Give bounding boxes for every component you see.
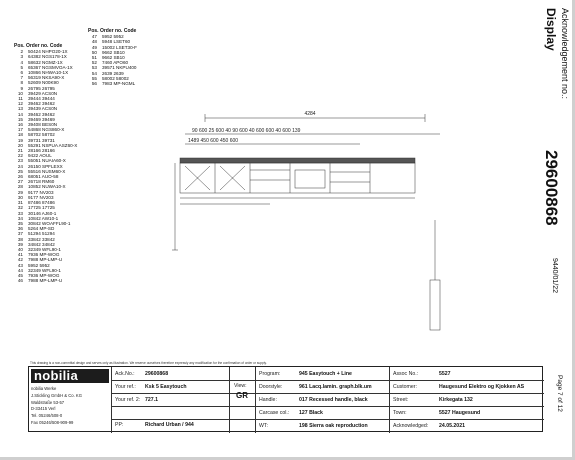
dimension-lower: 1489 450 600 450 600 xyxy=(188,138,239,144)
address-line: nobilia Werke xyxy=(31,386,57,391)
company-address xyxy=(31,386,82,427)
position-code: 55051 NUAIA60-X xyxy=(28,158,66,164)
position-number: 51 xyxy=(91,55,97,61)
position-number: 49 xyxy=(91,44,97,50)
position-code: 34842 34842 xyxy=(28,241,55,247)
position-code: 68051 AUO-58 xyxy=(28,174,59,180)
position-list-right xyxy=(88,29,137,86)
position-number: 37 xyxy=(17,231,23,237)
position-number: 44 xyxy=(17,267,23,273)
position-number: 16 xyxy=(17,122,23,128)
position-number: 42 xyxy=(17,257,23,263)
position-number: 12 xyxy=(17,101,23,107)
position-number: 34 xyxy=(17,215,23,221)
position-number: 5 xyxy=(20,64,23,70)
position-number: 4 xyxy=(20,59,23,65)
carcase-value: 127 Black xyxy=(299,410,323,416)
position-row xyxy=(14,278,77,283)
position-number: 30 xyxy=(17,194,23,200)
position-number: 18 xyxy=(17,132,23,138)
position-code: 58632 NGMZ-1X xyxy=(28,59,63,65)
street-value: Kirkegata 132 xyxy=(439,397,473,403)
position-number: 43 xyxy=(17,262,23,268)
position-number: 2 xyxy=(20,49,23,55)
position-code: 9177 NV203 xyxy=(28,194,54,200)
pp-label: PP: xyxy=(115,422,124,428)
overall-dimension: 4284 xyxy=(304,111,316,117)
position-code: 58002 58002 xyxy=(102,75,129,81)
position-number: 40 xyxy=(17,246,23,252)
position-number: 17 xyxy=(17,127,23,133)
kitchen-elevation-drawing xyxy=(160,100,460,350)
position-number: 25 xyxy=(17,168,23,174)
ack-no-value: 29600868 xyxy=(145,371,169,377)
position-number: 48 xyxy=(91,39,97,45)
position-code: 9662 SB10 xyxy=(102,49,125,55)
title-block xyxy=(28,366,543,432)
assoc-value: 5527 xyxy=(439,371,451,377)
position-list-items xyxy=(88,34,137,86)
position-code: 10866 NHWA10-1X xyxy=(28,70,69,76)
position-number: 23 xyxy=(17,158,23,164)
position-number: 7 xyxy=(20,75,23,81)
your-ref-value: Ksk 5 Easytouch xyxy=(145,384,187,390)
position-code: 39439 ACS0N xyxy=(28,106,58,112)
address-line: D-33415 Verl xyxy=(31,406,56,412)
position-number: 33 xyxy=(17,210,23,216)
position-number: 26 xyxy=(17,174,23,180)
position-code: 52609 N00K90 xyxy=(28,80,59,86)
position-number: 53 xyxy=(91,65,97,71)
position-number: 31 xyxy=(17,200,23,206)
position-list-header: Pos. Order no. Code xyxy=(88,28,137,34)
position-number: 14 xyxy=(17,111,23,117)
acknowledged-label: Acknowledged: xyxy=(393,423,429,429)
position-number: 54 xyxy=(91,70,97,76)
dimension-segments: 90 600 25 600 40 90 600 40 600 600 40 600 139 xyxy=(192,128,301,134)
address-line: Tel. 05246/508-0 xyxy=(31,413,63,419)
position-code: 65367 NGSMVOA-1X xyxy=(28,64,73,70)
pp-value: Richard Urban / 944 xyxy=(145,422,194,428)
position-number: 27 xyxy=(17,179,23,185)
position-list-left xyxy=(14,44,77,283)
position-code: 17725 17725 xyxy=(28,205,55,211)
your-ref-label: Your ref.: xyxy=(115,384,136,390)
position-code: 39462 39462 xyxy=(28,111,55,117)
position-code: 9662 SB10 xyxy=(102,55,125,61)
position-number: 13 xyxy=(17,106,23,112)
customer-value: Haugesund Elektro og Kjokken AS xyxy=(439,384,525,390)
position-number: 56 xyxy=(91,81,97,87)
position-number: 55 xyxy=(91,75,97,81)
position-code: 7460 APO60 xyxy=(102,60,129,66)
position-number: 3 xyxy=(20,54,23,60)
town-value: 5527 Haugesund xyxy=(439,410,481,416)
position-number: 50 xyxy=(91,49,97,55)
program-label: Program: xyxy=(259,371,281,377)
handle-value: 017 Recessed handle, black xyxy=(299,397,368,403)
position-code: 10852 NUWA10-X xyxy=(28,184,66,190)
position-number: 10 xyxy=(17,90,23,96)
position-number: 21 xyxy=(17,148,23,154)
position-code: 39444 39444 xyxy=(28,96,55,102)
position-code: 87486 87486 xyxy=(28,200,55,206)
position-code: 5952 5952 xyxy=(28,262,50,268)
position-code: 55516 NUSM60-X xyxy=(28,168,66,174)
street-label: Street: xyxy=(393,397,409,403)
position-number: 24 xyxy=(17,163,23,169)
customer-label: Customer: xyxy=(393,384,417,390)
position-code: 28166 28166 xyxy=(28,148,55,154)
position-row xyxy=(88,81,137,86)
position-number: 36 xyxy=(17,226,23,232)
position-code: 7936 MP-WOG xyxy=(28,272,60,278)
position-number: 8 xyxy=(20,80,23,86)
position-code: 58702 58702 xyxy=(28,132,55,138)
address-line: J.Stickling GmbH & Co. KG xyxy=(31,392,82,398)
position-code: 39408 BES0N xyxy=(28,122,58,128)
position-list-items xyxy=(14,49,77,283)
position-number: 41 xyxy=(17,252,23,258)
position-code: 7936 MP-WOG xyxy=(28,252,60,258)
position-number: 9 xyxy=(20,85,23,91)
position-number: 11 xyxy=(18,96,23,102)
position-number: 32 xyxy=(17,205,23,211)
position-code: 54868 NGS860-X xyxy=(28,127,65,133)
position-code: 7983 MP-NGML xyxy=(102,81,136,87)
position-number: 6 xyxy=(20,70,23,76)
position-code: 5264 MP-SD xyxy=(28,226,55,232)
position-code: 30842 WOAFFL90-1 xyxy=(28,220,71,226)
position-list-header: Pos. Order no. Code xyxy=(14,43,63,49)
position-number: 22 xyxy=(17,153,23,159)
position-code: 50424 NHPO20-1X xyxy=(28,49,68,55)
position-code: 9422 AOUL xyxy=(28,153,52,159)
position-code: 15002 LSET30-F xyxy=(102,44,137,50)
address-line: Waldstraße 53-57 xyxy=(31,399,65,405)
position-code: 26150 SPFLEXX xyxy=(28,163,63,169)
page-number: Page 7 of 12 xyxy=(556,375,563,412)
wt-label: WT: xyxy=(259,423,268,429)
position-code: 26795 26795 xyxy=(28,85,55,91)
position-number: 29 xyxy=(17,189,23,195)
doorstyle-value: 961 Lacq.lamin. graph.blk.um xyxy=(299,384,372,390)
position-code: 5948 LSET60 xyxy=(102,39,131,45)
position-code: 39469 39469 xyxy=(28,116,55,122)
your-ref2-value: 727.1 xyxy=(145,397,158,403)
position-code: 7988 MP-LMP-U xyxy=(28,257,63,263)
position-number: 15 xyxy=(17,116,23,122)
position-code: 32349 WFL90-1 xyxy=(28,246,61,252)
position-code: 26718 RM60 xyxy=(28,179,55,185)
your-ref2-label: Your ref. 2: xyxy=(115,397,141,403)
program-value: 945 Easytouch + Line xyxy=(299,371,352,377)
position-code: 32349 WFL90-1 xyxy=(28,267,61,273)
position-code: 55291 NSPUA ASZ60-X xyxy=(28,142,78,148)
address-line: Fax 05246/508-909-99 xyxy=(31,419,74,425)
position-number: 52 xyxy=(91,60,97,66)
position-code: 2639 2639 xyxy=(102,70,124,76)
position-number: 38 xyxy=(17,236,23,242)
position-number: 39 xyxy=(17,241,23,247)
position-code: 39429 ACS0N xyxy=(28,90,58,96)
position-number: 35 xyxy=(17,220,23,226)
disclaimer-note: This drawing is a non-committal design and serves only as illustration. We reserve ourselves therefore expressly any modification for the confirmation of order or supply. xyxy=(30,361,267,365)
position-code: 56319 NKSA90-X xyxy=(28,75,65,81)
assoc-label: Assoc No.: xyxy=(393,371,419,377)
position-number: 28 xyxy=(17,184,23,190)
position-code: 5952 5952 xyxy=(102,34,124,40)
position-number: 46 xyxy=(17,278,23,284)
doorstyle-label: Doorstyle: xyxy=(259,384,283,390)
order-number: 29600868 xyxy=(542,150,561,226)
position-code: 10842 AW10-1 xyxy=(28,215,59,221)
position-code: 39462 39462 xyxy=(28,101,55,107)
position-code: 39731 39731 xyxy=(28,137,55,143)
town-label: Town: xyxy=(393,410,407,416)
order-date: 9440/01/22 xyxy=(551,258,558,294)
handle-label: Handle: xyxy=(259,397,277,403)
position-number: 47 xyxy=(91,34,97,40)
position-code: 30146 AJ60-1 xyxy=(28,210,57,216)
position-code: 33842 33842 xyxy=(28,236,55,242)
view-value: GR xyxy=(236,391,248,400)
position-code: 51294 51294 xyxy=(28,231,55,237)
position-number: 45 xyxy=(17,272,23,278)
wt-value: 198 Sierra oak reproduction xyxy=(299,423,368,429)
acknowledged-value: 24.05.2021 xyxy=(439,423,465,429)
position-code: 9177 NV203 xyxy=(28,189,54,195)
position-number: 19 xyxy=(17,137,23,143)
acknowledgement-display: Display xyxy=(544,8,558,51)
nobilia-logo: nobilia xyxy=(31,369,109,383)
ack-no-label: Ack.No.: xyxy=(115,371,135,377)
position-number: 20 xyxy=(17,142,23,148)
position-code: 39571 NKPU400 xyxy=(102,65,137,71)
view-label: View: xyxy=(234,383,247,389)
position-code: 7988 MP-LMP-U xyxy=(28,278,63,284)
position-code: 64382 NGS178-1X xyxy=(28,54,67,60)
carcase-label: Carcase col.: xyxy=(259,410,290,416)
acknowledgement-label: Acknowledgement no.: xyxy=(560,8,570,100)
